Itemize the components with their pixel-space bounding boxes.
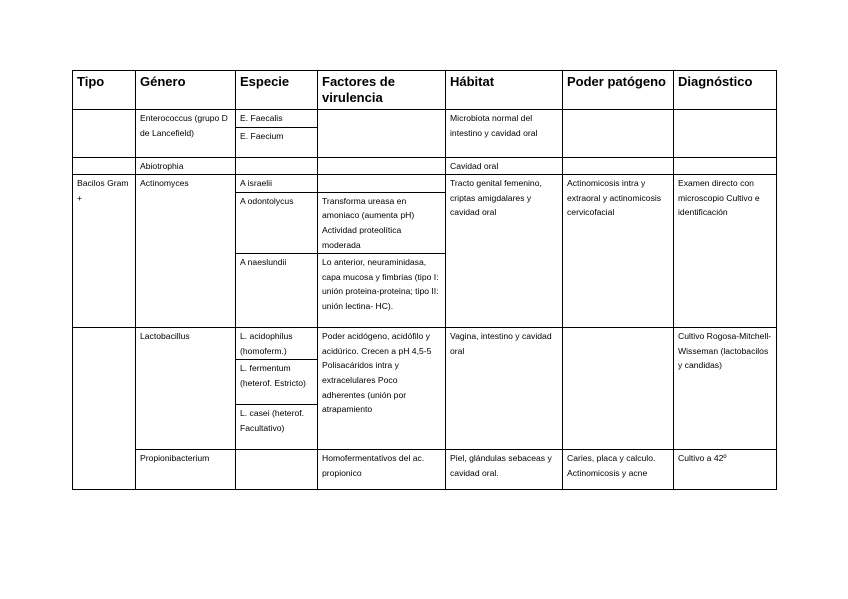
habitat-cell: Cavidad oral: [446, 157, 563, 175]
diagnostico-cell: Cultivo a 42º: [674, 450, 777, 490]
factores-cell: [318, 175, 446, 193]
diagnostico-cell: Cultivo Rogosa-Mitchell-Wisseman (lactobacilos y candidas): [674, 328, 777, 450]
factores-cell: [318, 157, 446, 175]
header-tipo: Tipo: [73, 71, 136, 110]
bacteria-table: [72, 70, 777, 490]
genero-cell: Actinomyces: [136, 175, 236, 328]
genero-cell: Lactobacillus: [136, 328, 236, 450]
especie-cell: E. Faecalis: [236, 110, 318, 128]
especie-cell: [236, 450, 318, 490]
habitat-cell: Vagina, intestino y cavidad oral: [446, 328, 563, 450]
genero-cell: Abiotrophia: [136, 157, 236, 175]
factores-cell: Transforma ureasa en amoniaco (aumenta pH) Actividad proteolítica moderada: [318, 192, 446, 253]
diagnostico-cell: [674, 157, 777, 175]
poder-cell: Caries, placa y calculo. Actinomicosis y acne: [563, 450, 674, 490]
diagnostico-cell: Examen directo con microscopio Cultivo e identificación: [674, 175, 777, 328]
especie-cell: A israelii: [236, 175, 318, 193]
factores-cell: Homofermentativos del ac. propionico: [318, 450, 446, 490]
especie-cell: [236, 157, 318, 175]
genero-cell: Propionibacterium: [136, 450, 236, 490]
poder-cell: Actinomicosis intra y extraoral y actinomicosis cervicofacial: [563, 175, 674, 328]
especie-cell: L. fermentum (heterof. Estricto): [236, 360, 318, 405]
tipo-cell: Bacilos Gram +: [73, 175, 136, 328]
header-habitat: Hábitat: [446, 71, 563, 110]
factores-cell: Lo anterior, neuraminidasa, capa mucosa y fimbrias (tipo I: unión proteina-proteina; tipo II: unión lectina- HC).: [318, 254, 446, 328]
tipo-cell: [73, 328, 136, 490]
diagnostico-cell: [674, 110, 777, 158]
especie-cell: A odontolycus: [236, 192, 318, 253]
header-diagnostico: Diagnóstico: [674, 71, 777, 110]
table-row: [73, 328, 777, 360]
tipo-cell: [73, 157, 136, 175]
factores-cell: Poder acidógeno, acidófilo y acidúrico. Crecen a pH 4,5-5 Polisacáridos intra y extracelulares Poco adherentes (unión por atrapamiento: [318, 328, 446, 450]
table-row: [73, 110, 777, 128]
tipo-cell: [73, 110, 136, 158]
poder-cell: [563, 157, 674, 175]
table-row: [73, 175, 777, 193]
habitat-cell: Tracto genital femenino, criptas amigdalares y cavidad oral: [446, 175, 563, 328]
genero-cell: Enterococcus (grupo D de Lancefield): [136, 110, 236, 158]
especie-cell: L. acidophilus (homoferm.): [236, 328, 318, 360]
header-factores: Factores de virulencia: [318, 71, 446, 110]
table-row: [73, 157, 777, 175]
poder-cell: [563, 328, 674, 450]
factores-cell: [318, 110, 446, 158]
header-genero: Género: [136, 71, 236, 110]
especie-cell: L. casei (heterof. Facultativo): [236, 405, 318, 450]
poder-cell: [563, 110, 674, 158]
habitat-cell: Microbiota normal del intestino y cavidad oral: [446, 110, 563, 158]
especie-cell: E. Faecium: [236, 127, 318, 157]
header-poder: Poder patógeno: [563, 71, 674, 110]
table-row: [73, 450, 777, 490]
header-especie: Especie: [236, 71, 318, 110]
header-row: [73, 71, 777, 110]
habitat-cell: Piel, glándulas sebaceas y cavidad oral.: [446, 450, 563, 490]
especie-cell: A naeslundii: [236, 254, 318, 328]
